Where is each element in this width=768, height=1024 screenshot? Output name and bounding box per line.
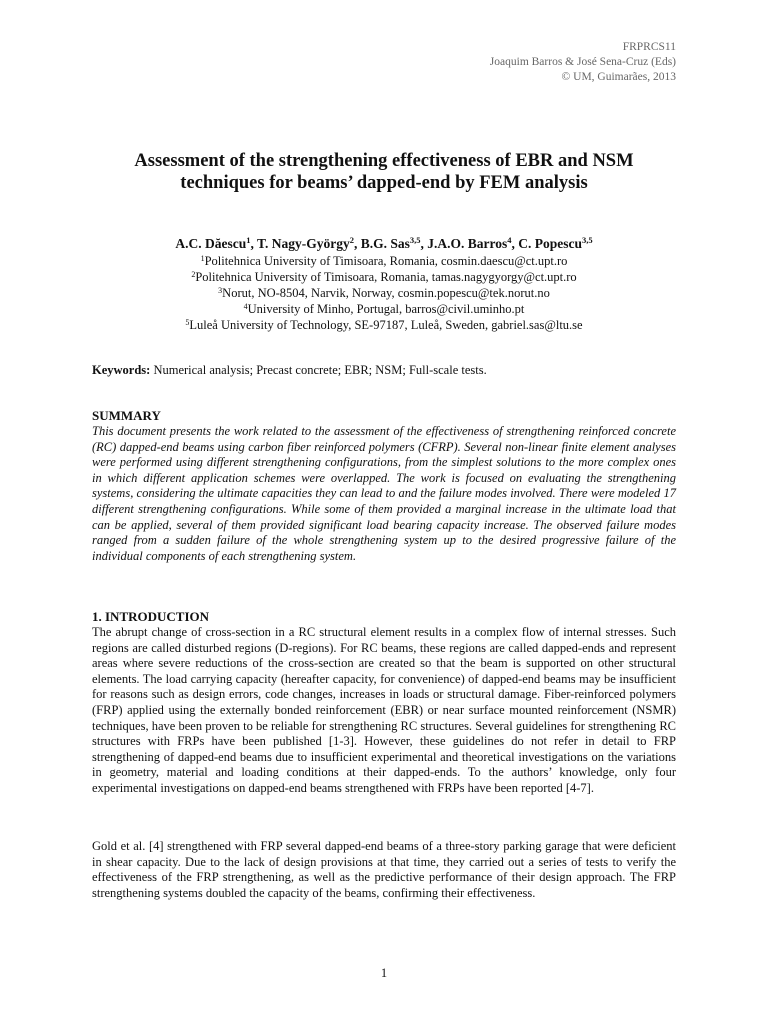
title-line-1: Assessment of the strengthening effectiveness of EBR and NSM (134, 151, 634, 171)
paper-title (92, 150, 676, 194)
affiliation: $^1$Politehnica University of Timisoara, Romania, cosmin.daescu@ct.upt.ro (200, 254, 568, 268)
keywords (92, 362, 676, 378)
author: B.G. Sas$^{3,5}$, (360, 235, 428, 251)
copyright: © UM, Guimarães, 2013 (561, 71, 676, 83)
page-number: 1 (380, 966, 388, 980)
affiliation-list (92, 253, 676, 333)
affiliation: $^5$Luleå University of Technology, SE-97187, Luleå, Sweden, gabriel.sas@ltu.se (185, 318, 583, 332)
author: C. Popescu$^{3,5}$ (518, 235, 593, 251)
keywords-label: Keywords: (92, 363, 151, 377)
conference-name: FRPRCS11 (622, 41, 676, 53)
author-list (92, 235, 676, 253)
author: A.C. Dăescu$^1$, (175, 235, 257, 251)
summary-text: This document presents the work related to the assessment of the effectiveness of strengthening reinforced concrete (RC) dapped-end beams using carbon fiber reinforced polymers (CFRP). Several non-linear finite element analyses were performed using different strengthening configurations, from the simplest solutions to the more complex ones in which different application schemes were overlapped. The work is focused on evaluating the strengthening systems, considering the ultimate capacities they can lead to and the failure modes involved. There were modeled 17 different strengthening configurations. While some of them provided a marginal increase in the ultimate load that can be applied, several of them provided significant load bearing capacity increase. The observed failure modes ranged from a sudden failure of the whole strengthening system up to the desired progressive failure of the individual components of each strengthening system. (92, 424, 676, 563)
summary-heading: SUMMARY (92, 408, 161, 423)
keywords-text: Numerical analysis; Precast concrete; EBR; NSM; Full-scale tests. (153, 363, 487, 377)
introduction-heading: 1. INTRODUCTION (92, 609, 210, 624)
affiliation: $^3$Norut, NO-8504, Narvik, Norway, cosmin.popescu@tek.norut.no (218, 286, 550, 300)
author: T. Nagy-György$^2$, (256, 235, 361, 251)
introduction-paragraph-1: The abrupt change of cross-section in a RC structural element results in a complex flow of internal stresses. Such regions are called disturbed regions (D-regions). For RC beams, these regions are called dapped-ends and represent areas where severe reductions of the cross-section are created so that the beam is supported on other structural elements. The load carrying capacity (hereafter capacity, for convenience) of dapped-end beams may be insufficient for reasons such as design errors, code changes, increases in loads or structural damage. Fiber-reinforced polymers (FRP) applied using the externally bonded reinforcement (EBR) or near surface mounted reinforcement (NSMR) techniques, have been proven to be reliable for strengthening RC structures. Several guidelines for strengthening RC structures with FRPs have been published [1-3]. However, these guidelines do not refer in detail to FRP strengthening of dapped-end beams due to insufficient experimental and theoretical investigations on the variations in geometry, material and loading conditions at their dapped-ends. To the authors’ knowledge, only four experimental investigations on dapped-end beams strengthened with FRPs have been reported [4-7]. (92, 625, 676, 795)
affiliation: $^2$Politehnica University of Timisoara, Romania, tamas.nagygyorgy@ct.upt.ro (191, 270, 577, 284)
editors: Joaquim Barros & José Sena-Cruz (Eds) (489, 56, 676, 68)
conference-header (490, 40, 676, 85)
title-line-2: techniques for beams’ dapped-end by FEM analysis (180, 173, 588, 193)
author: J.A.O. Barros$^4$, (427, 235, 519, 251)
introduction-paragraph-2: Gold et al. [4] strengthened with FRP several dapped-end beams of a three-story parking garage that were deficient in shear capacity. Due to the lack of design provisions at that time, they carried out a series of tests to verify the effectiveness of the FRP strengthening, as well as the predictive performance of their design approach. The FRP strengthening systems doubled the capacity of the beams, confirming their effectiveness. (92, 839, 676, 900)
affiliation: $^4$University of Minho, Portugal, barros@civil.uminho.pt (243, 302, 525, 316)
